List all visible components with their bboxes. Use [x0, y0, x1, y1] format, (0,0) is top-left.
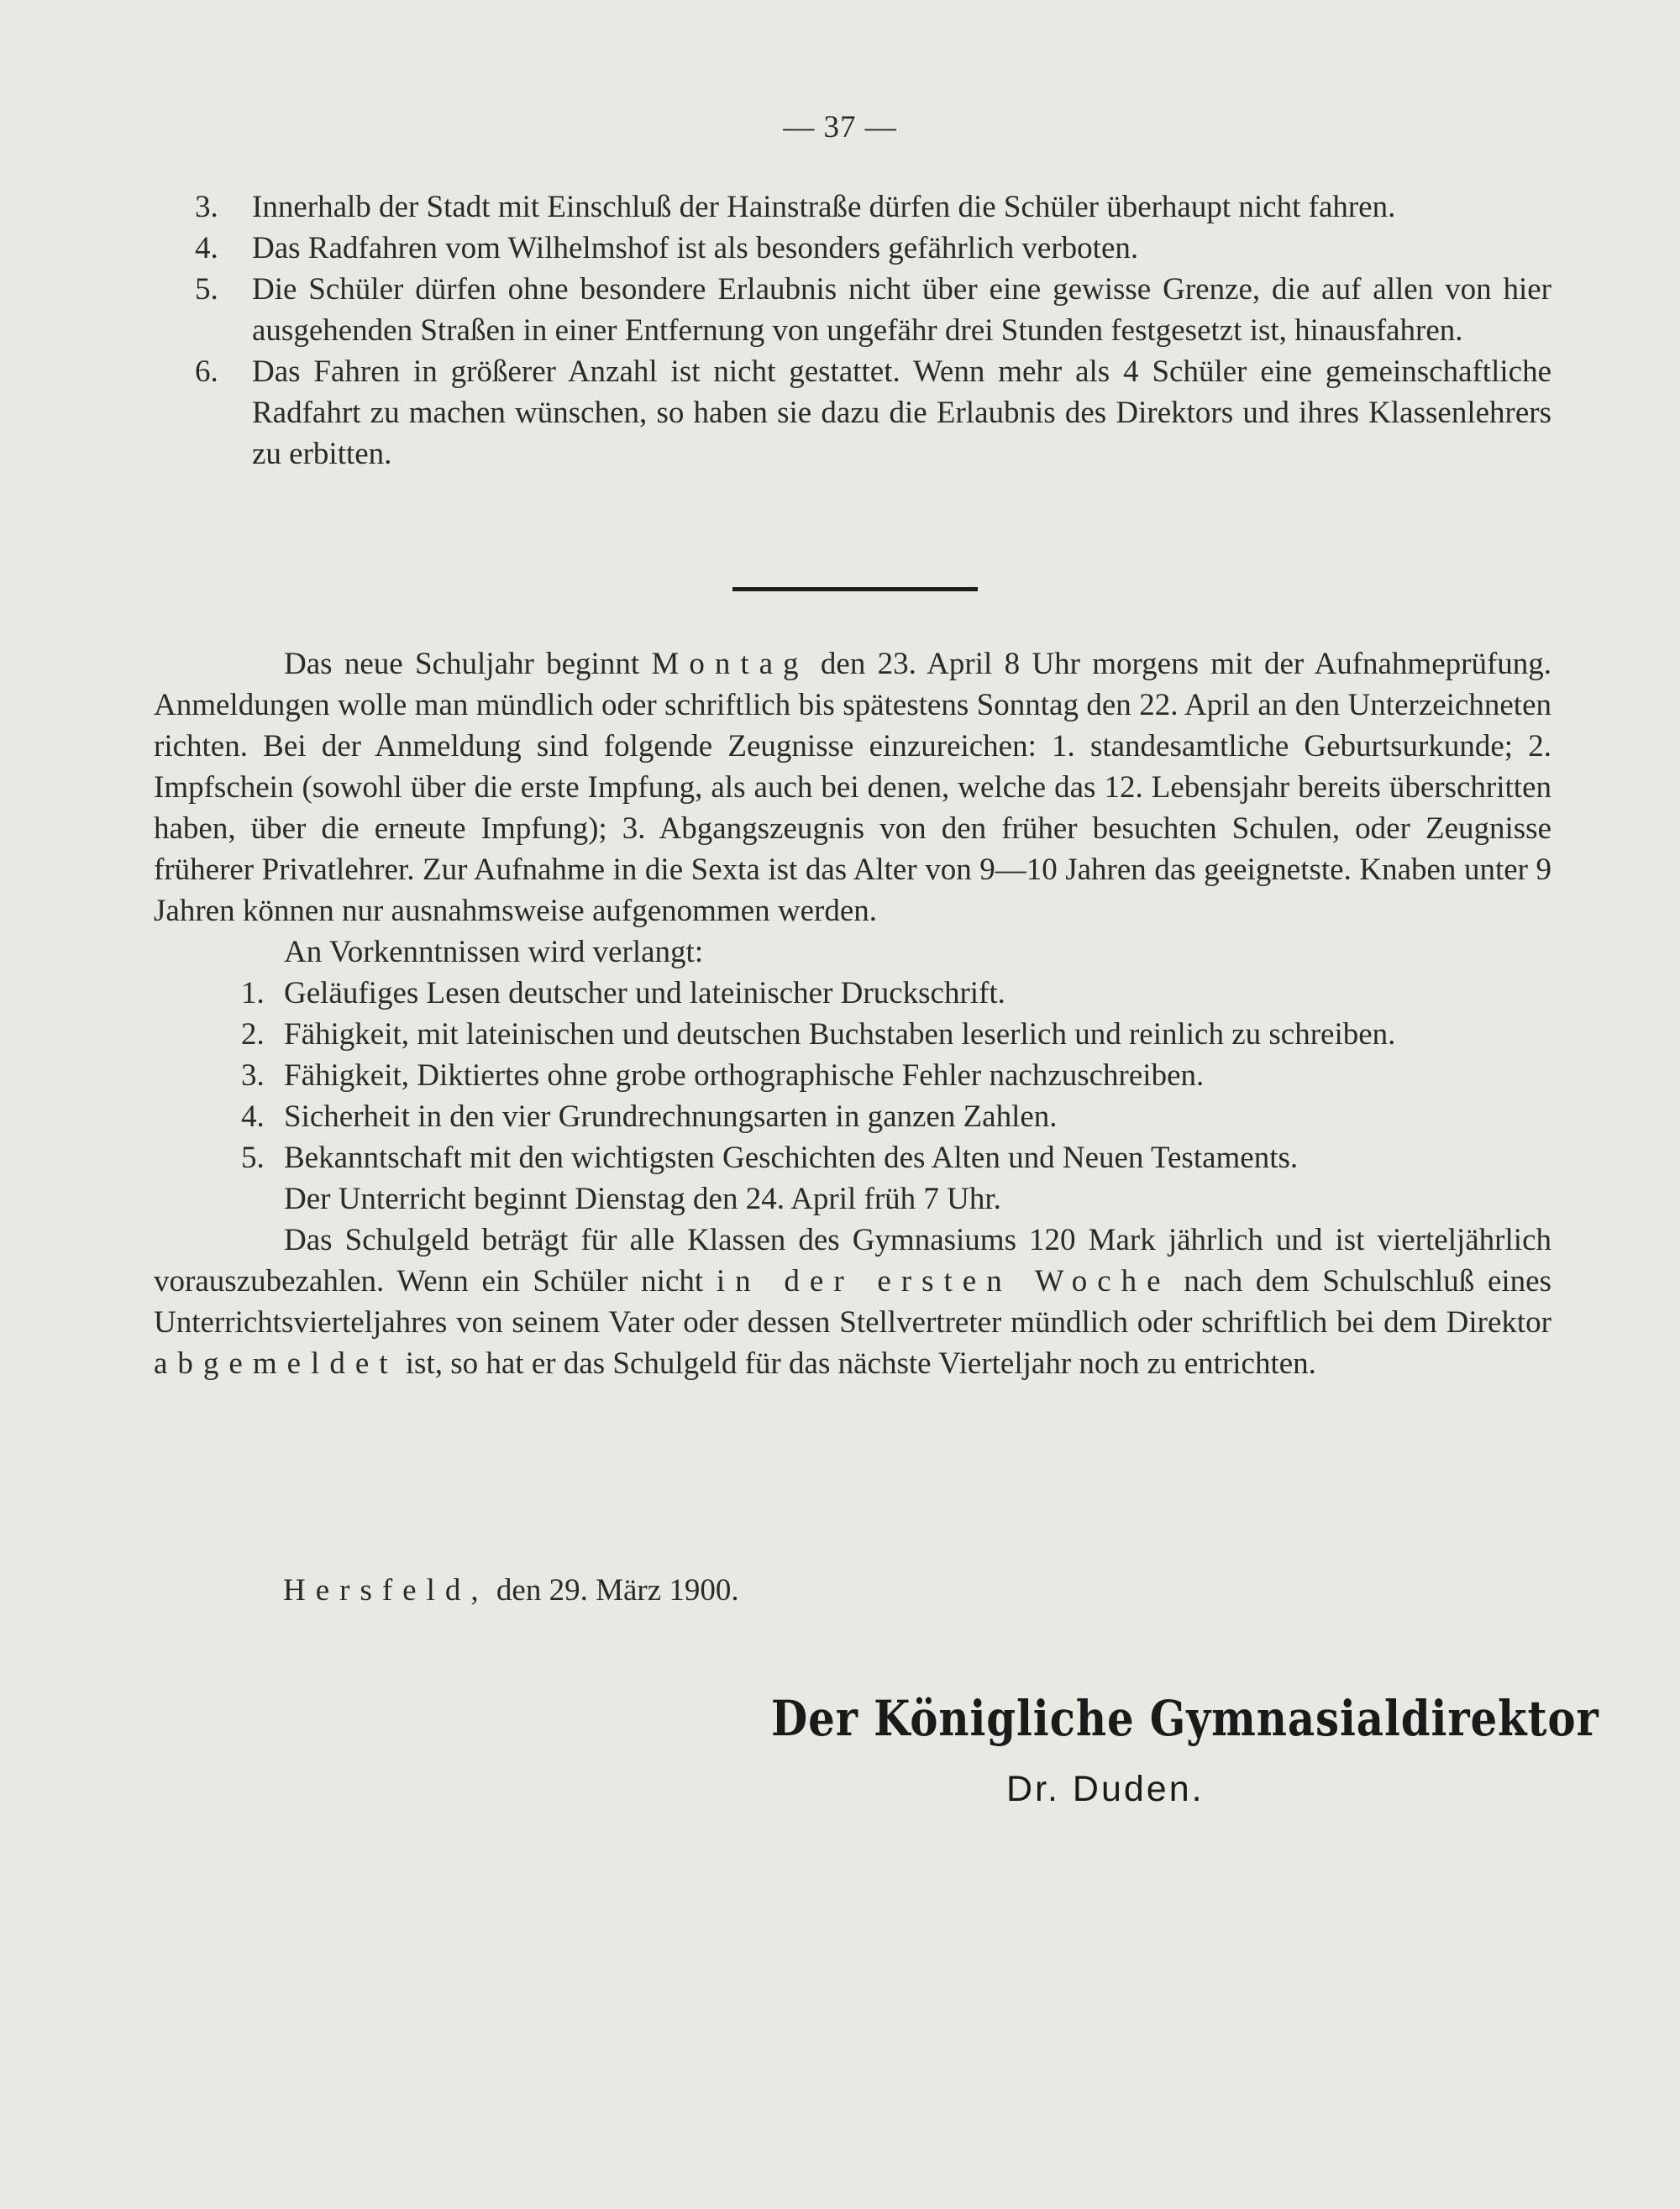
- text-run: den 23. April 8 Uhr morgens mit der Aufnahmeprüfung. Anmeldungen wolle man mündlich oder schriftlich bis spätestens Sonntag den 22. April an den Unterzeichneten richten. Bei der Anmeldung sind folgende Zeugnisse einzureichen: 1. standesamtliche Geburtsurkunde; 2. Impfschein (sowohl über die erste Impfung, als auch bei denen, welche das 12. Lebensjahr bereits überschritten haben, über die erneute Impfung); 3. Abgangszeugnis von den früher besuchten Schulen, oder Zeugnisse früherer Privatlehrer. Zur Aufnahme in die Sexta ist das Alter von 9—10 Jahren das geeignetste. Knaben unter 9 Jahren können nur ausnahmsweise aufgenommen werden.: [154, 647, 1552, 928]
- item-text: Die Schüler dürfen ohne besondere Erlaubnis nicht über eine gewisse Grenze, die auf allen von hier ausgehenden Straßen in einer Entfernung von ungefähr drei Stunden festgesetzt ist, hinausfahren.: [252, 272, 1551, 348]
- list-item: [154, 1137, 1551, 1178]
- spaced-text: abgemeldet: [154, 1346, 398, 1381]
- date: den 29. März 1900.: [496, 1573, 739, 1608]
- requirements-intro: An Vorkenntnissen wird verlangt:: [284, 935, 704, 969]
- list-item: [154, 1096, 1551, 1137]
- main-text: [154, 643, 1551, 1384]
- list-item: [195, 269, 1551, 351]
- page-number: — 37 —: [783, 110, 897, 144]
- item-text: Das Fahren in größerer Anzahl ist nicht gestattet. Wenn mehr als 4 Schüler eine gemeinschaftliche Radfahrt zu machen wünschen, so haben sie dazu die Erlaubnis des Direktors und ihres Klassenlehrers zu erbitten.: [252, 354, 1551, 471]
- spaced-text: in der ersten Woche: [716, 1264, 1171, 1299]
- signature-name: Dr. Duden.: [1006, 1769, 1205, 1809]
- item-number: 4.: [241, 1099, 265, 1134]
- requirements-list: [154, 973, 1551, 1178]
- cycling-rules-list: [195, 186, 1551, 475]
- item-number: 4.: [195, 231, 218, 265]
- item-number: 6.: [195, 354, 218, 389]
- item-text: Fähigkeit, mit lateinischen und deutschen Buchstaben leserlich und reinlich zu schreiben.: [284, 1017, 1396, 1052]
- item-number: 5.: [195, 272, 218, 307]
- item-text: Fähigkeit, Diktiertes ohne grobe orthographische Fehler nachzuschreiben.: [284, 1058, 1205, 1093]
- list-item: [154, 1014, 1551, 1055]
- item-text: Bekanntschaft mit den wichtigsten Geschichten des Alten und Neuen Testaments.: [284, 1141, 1299, 1175]
- list-item: [154, 973, 1551, 1014]
- signature-title: Der Königliche Gymnasialdirektor: [771, 1690, 1599, 1747]
- item-number: 5.: [241, 1141, 265, 1175]
- item-number: 2.: [241, 1017, 265, 1052]
- admission-paragraph: [154, 643, 1551, 931]
- spaced-text: Montag: [651, 647, 809, 681]
- list-item: [195, 228, 1551, 269]
- list-item: [154, 1055, 1551, 1096]
- item-text: Das Radfahren vom Wilhelmshof ist als besonders gefährlich verboten.: [252, 231, 1139, 265]
- place-date: [283, 1572, 739, 1608]
- item-number: 3.: [241, 1058, 265, 1093]
- item-text: Geläufiges Lesen deutscher und lateinischer Druckschrift.: [284, 976, 1005, 1010]
- list-item: [195, 351, 1551, 475]
- list-item: [195, 186, 1551, 228]
- item-text: Innerhalb der Stadt mit Einschluß der Hainstraße dürfen die Schüler überhaupt nicht fahren.: [252, 190, 1396, 224]
- section-divider: [732, 587, 978, 591]
- text-run: Das neue Schuljahr beginnt: [284, 647, 640, 681]
- lesson-start: Der Unterricht beginnt Dienstag den 24. April früh 7 Uhr.: [284, 1182, 1001, 1216]
- text-run: nach dem Schulschluß eines Unterrichtsvierteljahres von seinem Vater oder dessen Stellvertreter mündlich oder schriftlich bei dem Direktor: [154, 1264, 1551, 1340]
- fee-paragraph: [154, 1220, 1551, 1384]
- text-run: ist, so hat er das Schulgeld für das nächste Vierteljahr noch zu entrichten.: [405, 1346, 1316, 1381]
- text-run: Das Schulgeld beträgt für alle Klassen des Gymnasiums 120 Mark jährlich und ist vierteljährlich vorauszubezahlen. Wenn ein Schüler nicht: [154, 1223, 1551, 1299]
- place-name: Hersfeld,: [283, 1573, 489, 1608]
- item-text: Sicherheit in den vier Grundrechnungsarten in ganzen Zahlen.: [284, 1099, 1058, 1134]
- item-number: 1.: [241, 976, 265, 1010]
- item-number: 3.: [195, 190, 218, 224]
